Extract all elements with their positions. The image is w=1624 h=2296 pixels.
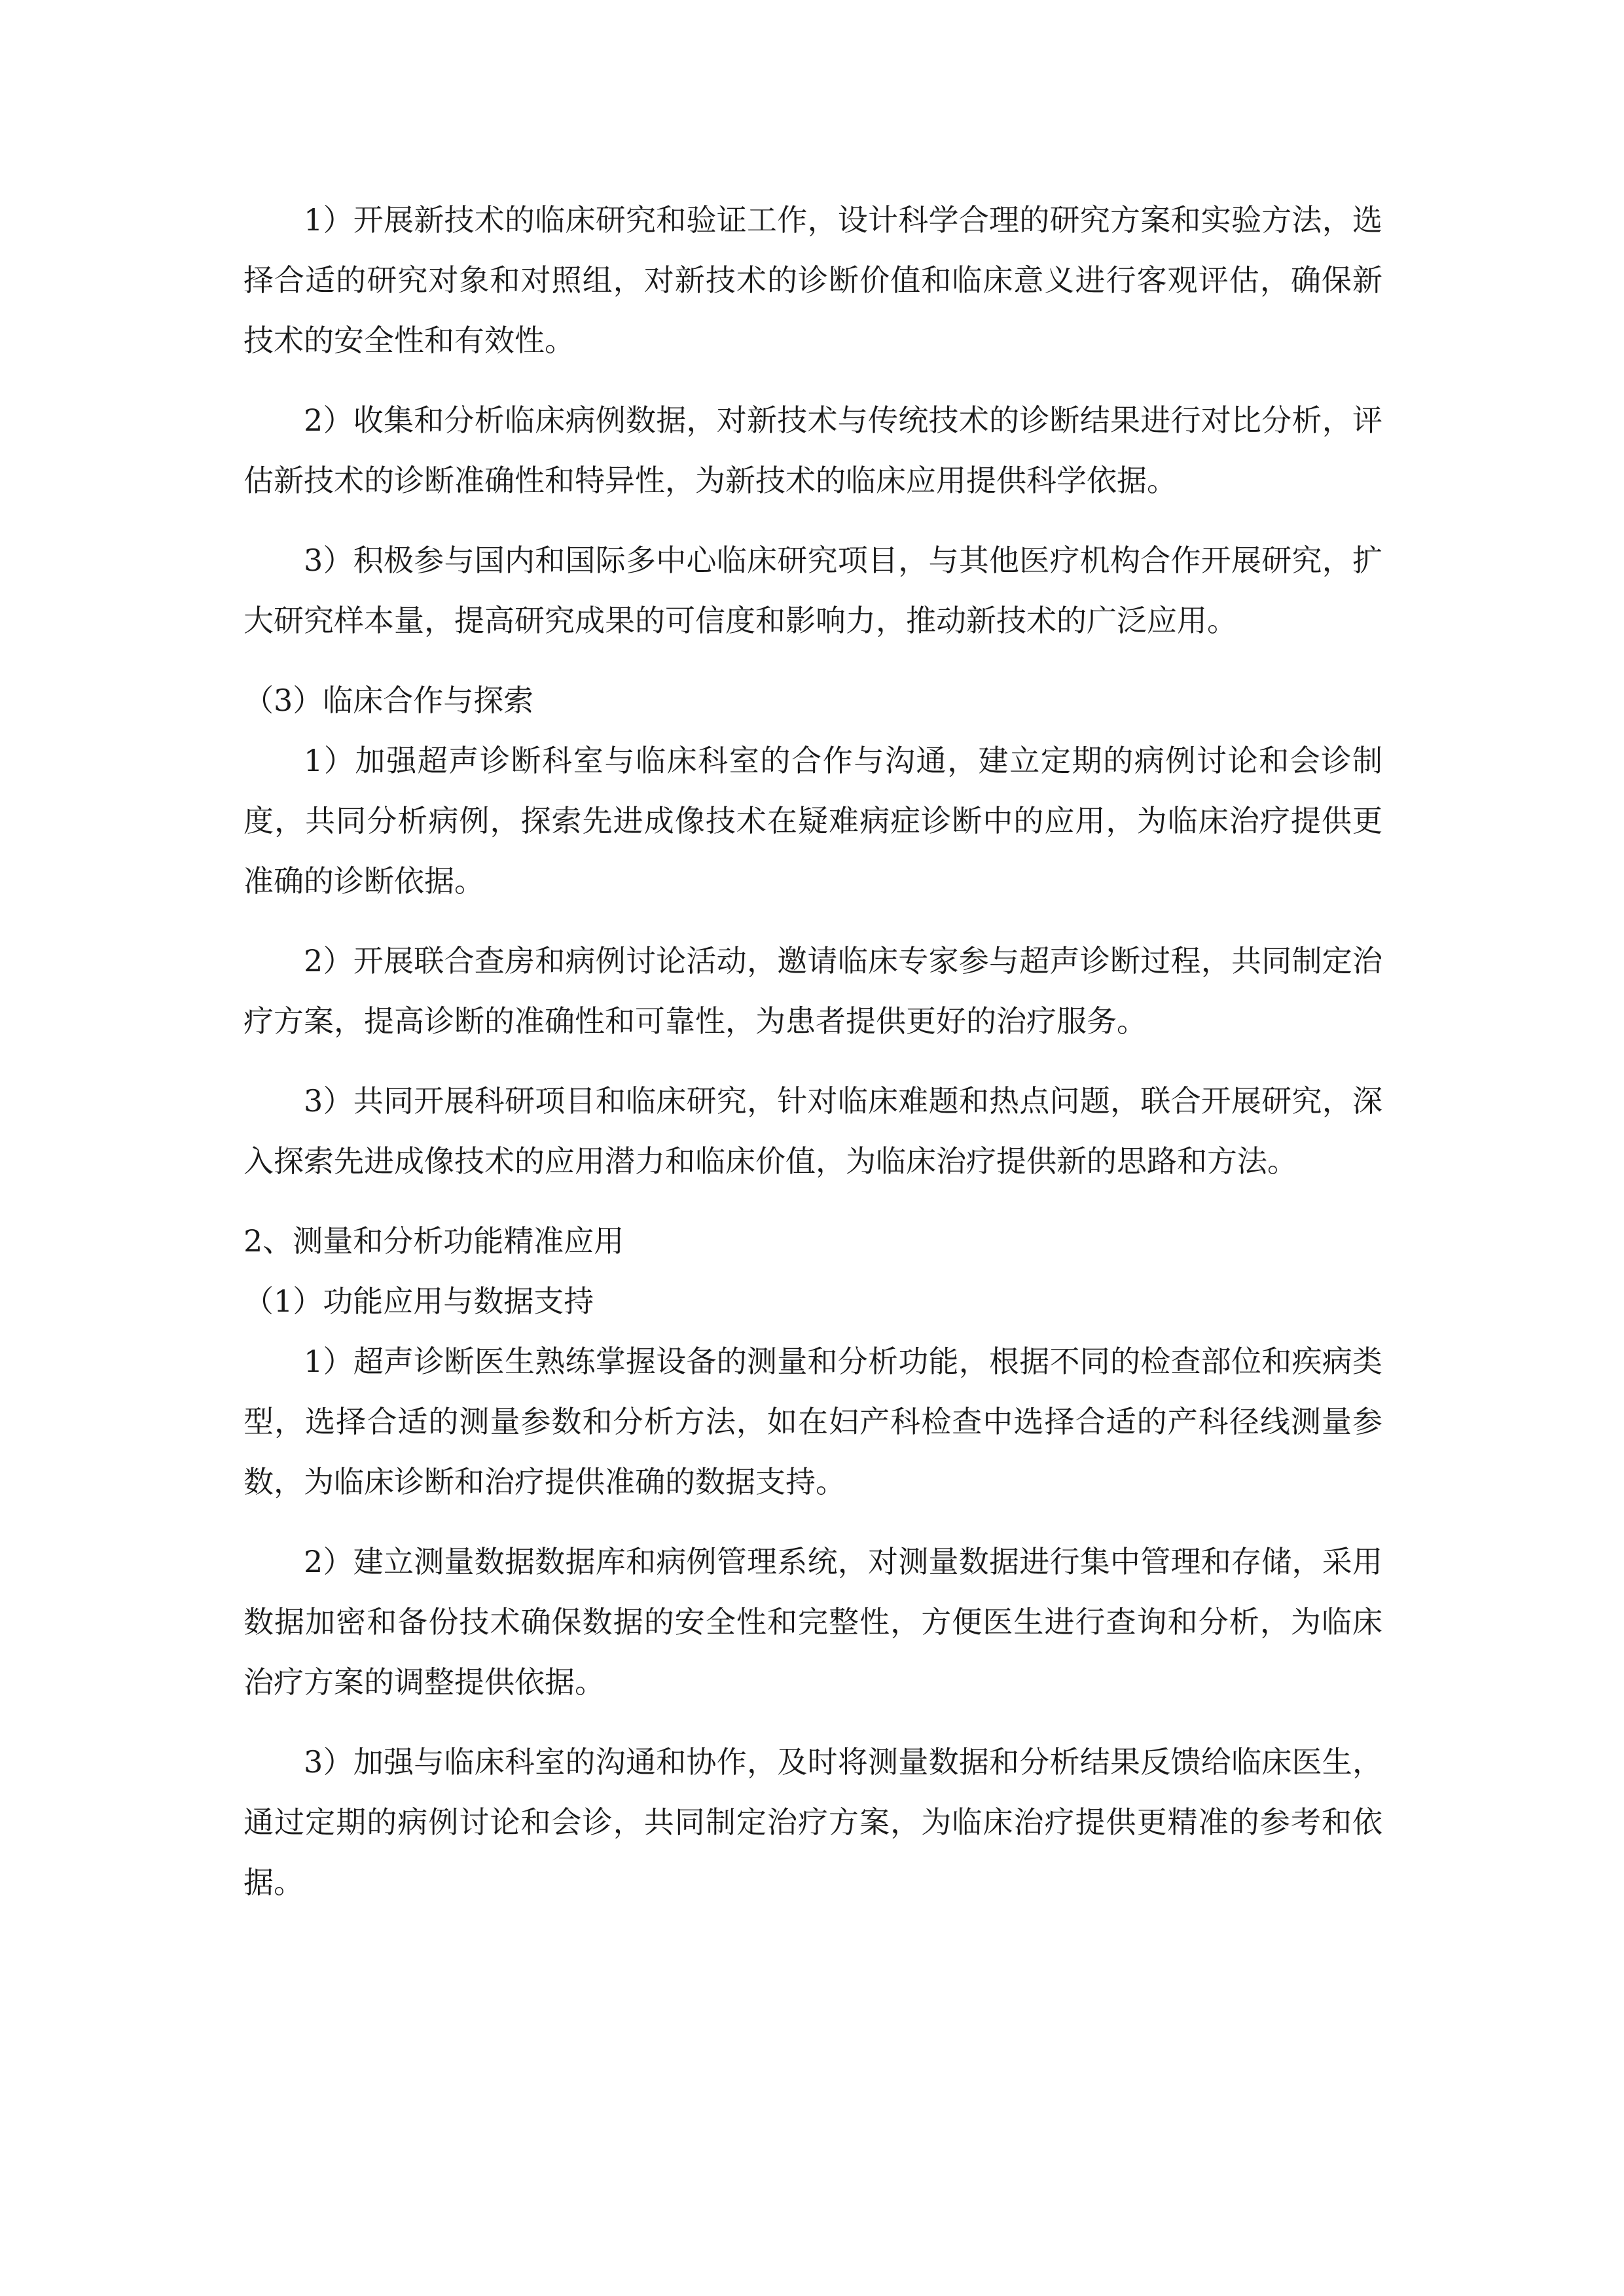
paragraph-database-management: 2）建立测量数据数据库和病例管理系统，对测量数据进行集中管理和存储，采用数据加密和备份技术确保数据的安全性和完整性，方便医生进行查询和分析，为临床治疗方案的调整提供依据。 (244, 1544, 1382, 1700)
section-heading-clinical-cooperation: （3）临床合作与探索 (244, 683, 534, 718)
paragraph-multicenter-research: 3）积极参与国内和国际多中心临床研究项目，与其他医疗机构合作开展研究，扩大研究样本量，提高研究成果的可信度和影响力，推动新技术的广泛应用。 (244, 543, 1382, 638)
section-heading-measurement-analysis: 2、测量和分析功能精准应用 (244, 1223, 624, 1259)
paragraph-new-tech-research: 1）开展新技术的临床研究和验证工作，设计科学合理的研究方案和实验方法，选择合适的研究对象和对照组，对新技术的诊断价值和临床意义进行客观评估，确保新技术的安全性和有效性。 (244, 202, 1382, 358)
paragraph-case-data-analysis: 2）收集和分析临床病例数据，对新技术与传统技术的诊断结果进行对比分析，评估新技术的诊断准确性和特异性，为新技术的临床应用提供科学依据。 (244, 403, 1382, 498)
paragraph-joint-research: 3）共同开展科研项目和临床研究，针对临床难题和热点问题，联合开展研究，深入探索先进成像技术的应用潜力和临床价值，为临床治疗提供新的思路和方法。 (244, 1083, 1382, 1179)
paragraph-measurement-functions: 1）超声诊断医生熟练掌握设备的测量和分析功能，根据不同的检查部位和疾病类型，选择合适的测量参数和分析方法，如在妇产科检查中选择合适的产科径线测量参数，为临床诊断和治疗提供准确的数据支持。 (244, 1344, 1382, 1499)
subsection-heading-function-data-support: （1）功能应用与数据支持 (244, 1283, 594, 1319)
document-page (244, 190, 1382, 1932)
paragraph-department-cooperation: 1）加强超声诊断科室与临床科室的合作与沟通，建立定期的病例讨论和会诊制度，共同分析病例，探索先进成像技术在疑难病症诊断中的应用，为临床治疗提供更准确的诊断依据。 (244, 743, 1382, 899)
paragraph-clinical-feedback: 3）加强与临床科室的沟通和协作，及时将测量数据和分析结果反馈给临床医生，通过定期的病例讨论和会诊，共同制定治疗方案，为临床治疗提供更精准的参考和依据。 (244, 1744, 1382, 1900)
paragraph-joint-rounds: 2）开展联合查房和病例讨论活动，邀请临床专家参与超声诊断过程，共同制定治疗方案，提高诊断的准确性和可靠性，为患者提供更好的治疗服务。 (244, 943, 1382, 1039)
